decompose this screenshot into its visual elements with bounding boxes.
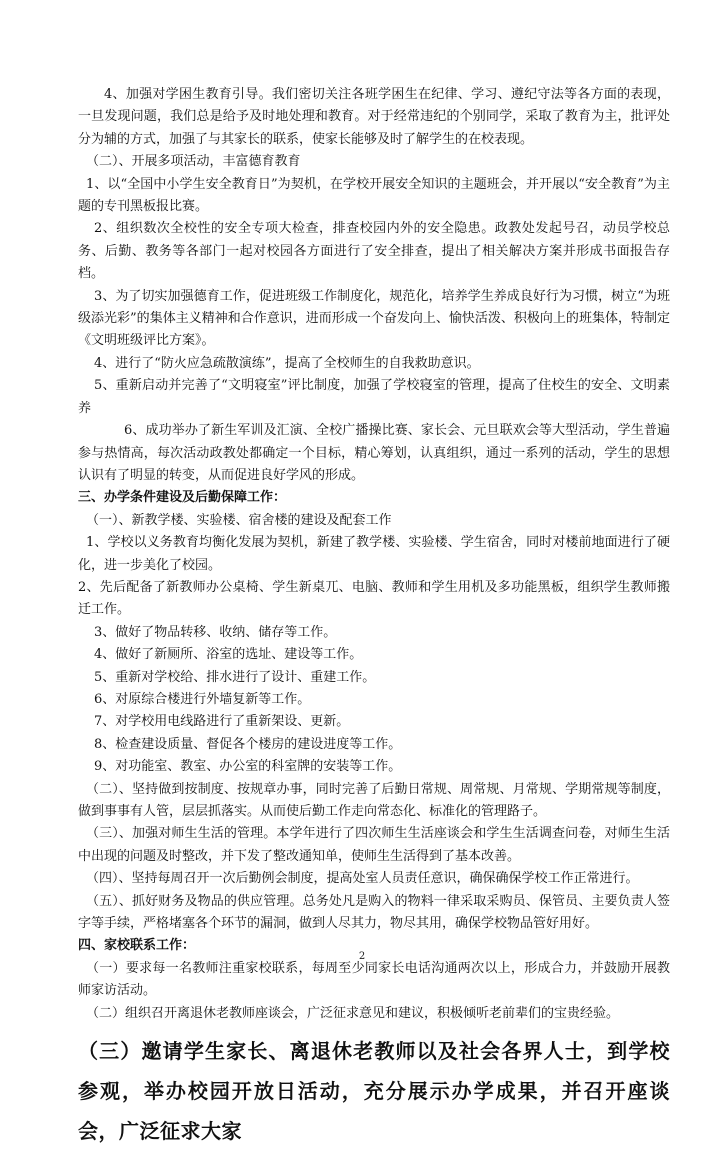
paragraph-14: 4、做好了新厕所、浴室的选址、建设等工作。: [94, 647, 363, 663]
paragraph-6: 4、进行了“防火应急疏散演练”，提高了全校师生的自我救助意识。: [94, 355, 480, 371]
paragraph-7: 5、重新启动并完善了“文明寝室”评比制度，加强了学校寝室的管理，提高了住校生的安全、文明素养: [78, 378, 670, 416]
paragraph-25: （一）要求每一名教师注重家校联系，每周至少同家长电话沟通两次以上，形成合力，并鼓励开展教师家访活动。: [78, 960, 670, 999]
paragraph-11: 1、学校以义务教育均衡化发展为契机，新建了教学楼、实验楼、学生宿舍，同时对楼前地面进行了硬化，进一步美化了校园。: [78, 535, 670, 573]
page-content: [78, 84, 670, 1151]
paragraph-26: （二）组织召开离退休老教师座谈会，广泛征求意见和建议，积极倾听老前辈们的宝贵经验。: [86, 1005, 620, 1021]
section-heading-3: 三、办学条件建设及后勤保障工作：: [78, 490, 287, 506]
paragraph-10: （一）、新教学楼、实验楼、宿舍楼的建设及配套工作: [86, 512, 392, 528]
section-heading-4: 四、家校联系工作：: [78, 938, 196, 954]
paragraph-2: （二）、开展多项活动，丰富德育教育: [86, 154, 301, 170]
paragraph-18: 8、检查建设质量、督促各个楼房的建设进度等工作。: [94, 736, 402, 752]
paragraph-27-large: （三）邀请学生家长、离退休老教师以及社会各界人士，到学校参观，举办校园开放日活动，充分展示办学成果，并召开座谈会，广泛征求大家: [78, 1039, 670, 1144]
paragraph-8: 6、成功举办了新生军训及汇演、全校广播操比赛、家长会、元旦联欢会等大型活动，学生普遍参与热情高，每次活动政教处都确定一个目标，精心筹划，认真组织，通过一系列的活动，学生的思想认识有了明显的转变，从而促进良好学风的形成。: [78, 423, 670, 483]
paragraph-22: （四）、坚持每周召开一次后勤例会制度，提高处室人员责任意识，确保确保学校工作正常进行。: [86, 871, 639, 887]
paragraph-13: 3、做好了物品转移、收纳、储存等工作。: [94, 624, 337, 640]
paragraph-15: 5、重新对学校给、排水进行了设计、重建工作。: [94, 669, 376, 685]
paragraph-20: （二）、坚持做到按制度、按规章办事，同时完善了后勤日常规、周常规、月常规、学期常规等制度，做到事事有人管，层层抓落实。从而使后勤工作走向常态化、标准化的管理路子。: [78, 781, 670, 819]
paragraph-23: （五）、抓好财务及物品的供应管理。总务处凡是购入的物料一律采取采购员、保管员、主要负责人签字等手续，严格堵塞各个环节的漏洞，做到人尽其力，物尽其用，确保学校物品管好用好。: [78, 893, 670, 932]
paragraph-4: 2、组织数次全校性的安全专项大检查，排查校园内外的安全隐患。政教处发起号召，动员学校总务、后勤、教务等各部门一起对校园各方面进行了安全排查，提出了相关解决方案并形成书面报告存档。: [78, 221, 670, 282]
page-number: 2: [358, 951, 366, 962]
paragraph-12: 2、先后配备了新教师办公桌椅、学生新桌兀、电脑、教师和学生用机及多功能黑板，组织学生教师搬迁工作。: [78, 579, 670, 618]
paragraph-16: 6、对原综合楼进行外墙复新等工作。: [94, 691, 311, 707]
paragraph-3: 1、以“全国中小学生安全教育日”为契机，在学校开展安全知识的主题班会，并开展以“安全教育”为主题的专刊黑板报比赛。: [78, 176, 670, 215]
paragraph-19: 9、对功能室、教室、办公室的科室牌的安装等工作。: [94, 759, 402, 775]
paragraph-21: （三）、加强对师生生活的管理。本学年进行了四次师生生活座谈会和学生生活调查问卷，对师生生活中出现的问题及时整改，并下发了整改通知单，使师生生活得到了基本改善。: [78, 826, 670, 864]
paragraph-1: 4、加强对学困生教育引导。我们密切关注各班学困生在纪律、学习、遵纪守法等各方面的表现，一旦发现问题，我们总是给予及时地处理和教育。对于经常违纪的个别同学，采取了教育为主，批评处分为辅的方式，加强了与其家长的联系，使家长能够及时了解学生的在校表现。: [78, 87, 670, 147]
paragraph-5: 3、为了切实加强德育工作，促进班级工作制度化，规范化，培养学生养成良好行为习惯，树立“为班级添光彩”的集体主义精神和合作意识，进而形成一个奋发向上、愉快活泼、积极向上的班集体，特制定《文明班级评比方案》。: [78, 288, 670, 349]
paragraph-17: 7、对学校用电线路进行了重新架设、更新。: [94, 714, 350, 730]
